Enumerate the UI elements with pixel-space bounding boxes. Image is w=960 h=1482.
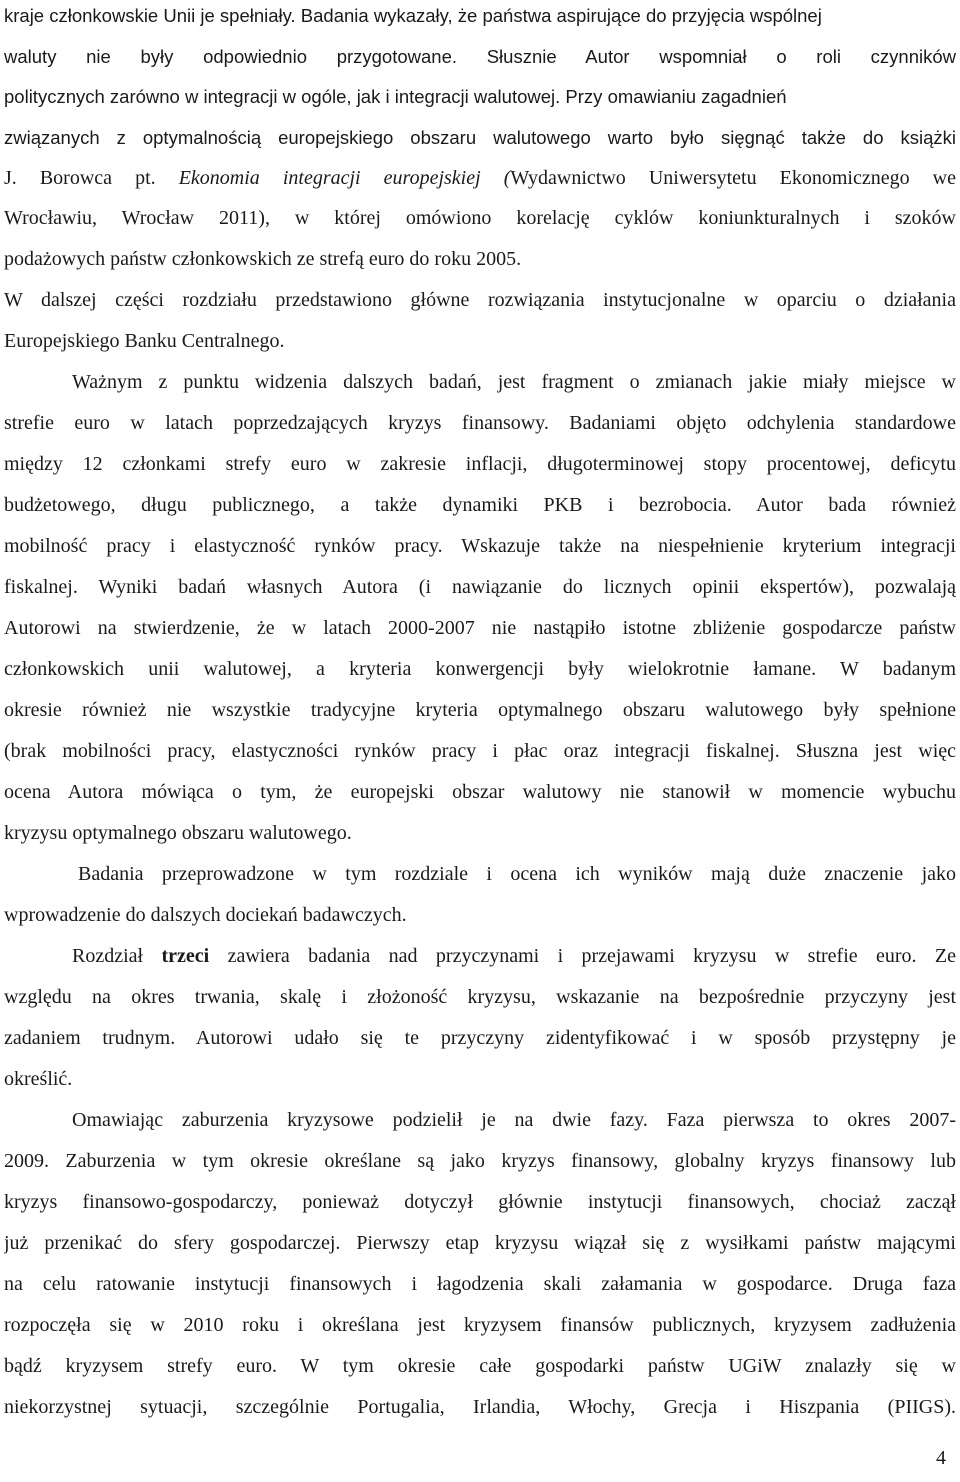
- text-line-35: niekorzystnej sytuacji, szczególnie Portugalia, Irlandia, Włochy, Grecja i Hiszpania (PIIGS).: [4, 1396, 956, 1418]
- text-line-30: kryzys finansowo-gospodarczy, ponieważ dotyczył głównie instytucji finansowych, chociaż zaczął: [4, 1191, 956, 1213]
- text-line-4: związanych z optymalnością europejskiego obszaru walutowego warto było sięgnąć także do książki: [4, 127, 956, 148]
- text-line-21: kryzysu optymalnego obszaru walutowego.: [4, 822, 352, 844]
- text-line-13: budżetowego, długu publicznego, a także dynamiki PKB i bezrobocia. Autor bada również: [4, 494, 956, 516]
- text-line-8: W dalszej części rozdziału przedstawiono główne rozwiązania instytucjonalne w oparciu o działania: [4, 289, 956, 311]
- author-ref: J. Borowca pt.: [4, 167, 179, 189]
- text-line-11: strefie euro w latach poprzedzających kryzys finansowy. Badaniami objęto odchylenia standardowe: [4, 412, 956, 434]
- text-line-26: zadaniem trudnym. Autorowi udało się te przyczyny zidentyfikować i w sposób przystępny je: [4, 1027, 956, 1049]
- text-line-15: fiskalnej. Wyniki badań własnych Autora (i nawiązanie do licznych opinii ekspertów), pozwalają: [4, 576, 956, 598]
- text-line-7: podażowych państw członkowskich ze strefą euro do roku 2005.: [4, 248, 522, 270]
- text-line-14: mobilność pracy i elastyczność rynków pracy. Wskazuje także na niespełnienie kryterium integracji: [4, 535, 956, 557]
- text-line-23: wprowadzenie do dalszych dociekań badawczych.: [4, 904, 407, 926]
- text-line-12: między 12 członkami strefy euro w zakresie inflacji, długoterminowej stopy procentowej, deficytu: [4, 453, 956, 475]
- text-line-32: na celu ratowanie instytucji finansowych i łagodzenia skali załamania w gospodarce. Druga faza: [4, 1273, 956, 1295]
- text-line-16: Autorowi na stwierdzenie, że w latach 2000-2007 nie nastąpiło istotne zbliżenie gospodarcze państw: [4, 617, 956, 639]
- text-line-1: kraje członkowskie Unii je spełniały. Badania wykazały, że państwa aspirujące do przyjęcia wspólnej: [4, 5, 822, 26]
- text-line-6: Wrocławiu, Wrocław 2011), w której omówiono korelację cyklów koniunkturalnych i szoków: [4, 207, 956, 229]
- text-line-18: okresie również nie wszystkie tradycyjne kryteria optymalnego obszaru walutowego były spełnione: [4, 699, 956, 721]
- text-line-31: już przenikać do sfery gospodarczej. Pierwszy etap kryzysu wiązał się z wysiłkami państw mającymi: [4, 1232, 956, 1254]
- book-title: Ekonomia integracji europejskiej (: [178, 167, 511, 189]
- text-line-20: ocena Autora mówiąca o tym, że europejski obszar walutowy nie stanowił w momencie wybuchu: [4, 781, 956, 803]
- publisher-ref: Wydawnictwo Uniwersytetu Ekonomicznego we: [510, 167, 956, 189]
- chapter-intro: Rozdział: [72, 945, 162, 967]
- text-line-24: [72, 943, 956, 970]
- chapter-number: trzeci: [161, 945, 210, 967]
- text-line-5: [4, 165, 956, 192]
- text-line-17: członkowskich unii walutowej, a kryteria konwergencji były wielokrotnie łamane. W badanym: [4, 658, 956, 680]
- text-line-28: Omawiając zaburzenia kryzysowe podzielił je na dwie fazy. Faza pierwsza to okres 2007-: [72, 1109, 956, 1131]
- text-line-10: Ważnym z punktu widzenia dalszych badań, jest fragment o zmianach jakie miały miejsce w: [72, 371, 956, 393]
- text-line-33: rozpoczęła się w 2010 roku i określana jest kryzysem finansów publicznych, kryzysem zadłużenia: [4, 1314, 956, 1336]
- page-number: 4: [936, 1447, 946, 1469]
- text-line-29: 2009. Zaburzenia w tym okresie określane są jako kryzys finansowy, globalny kryzys finansowy lub: [4, 1150, 956, 1172]
- text-line-3: politycznych zarówno w integracji w ogóle, jak i integracji walutowej. Przy omawianiu zagadnień: [4, 86, 787, 107]
- text-line-27: określić.: [4, 1068, 73, 1090]
- text-line-22: Badania przeprowadzone w tym rozdziale i ocena ich wyników mają duże znaczenie jako: [78, 863, 956, 885]
- text-line-19: (brak mobilności pracy, elastyczności rynków pracy i płac oraz integracji fiskalnej. Słuszna jest więc: [4, 740, 956, 762]
- text-line-25: względu na okres trwania, skalę i złożoność kryzysu, wskazanie na bezpośrednie przyczyny jest: [4, 986, 956, 1008]
- chapter-description: zawiera badania nad przyczynami i przejawami kryzysu w strefie euro. Ze: [209, 945, 956, 967]
- text-line-2: waluty nie były odpowiednio przygotowane. Słusznie Autor wspomniał o roli czynników: [4, 46, 956, 67]
- text-line-34: bądź kryzysem strefy euro. W tym okresie całe gospodarki państw UGiW znalazły się w: [4, 1355, 956, 1377]
- text-line-9: Europejskiego Banku Centralnego.: [4, 330, 285, 352]
